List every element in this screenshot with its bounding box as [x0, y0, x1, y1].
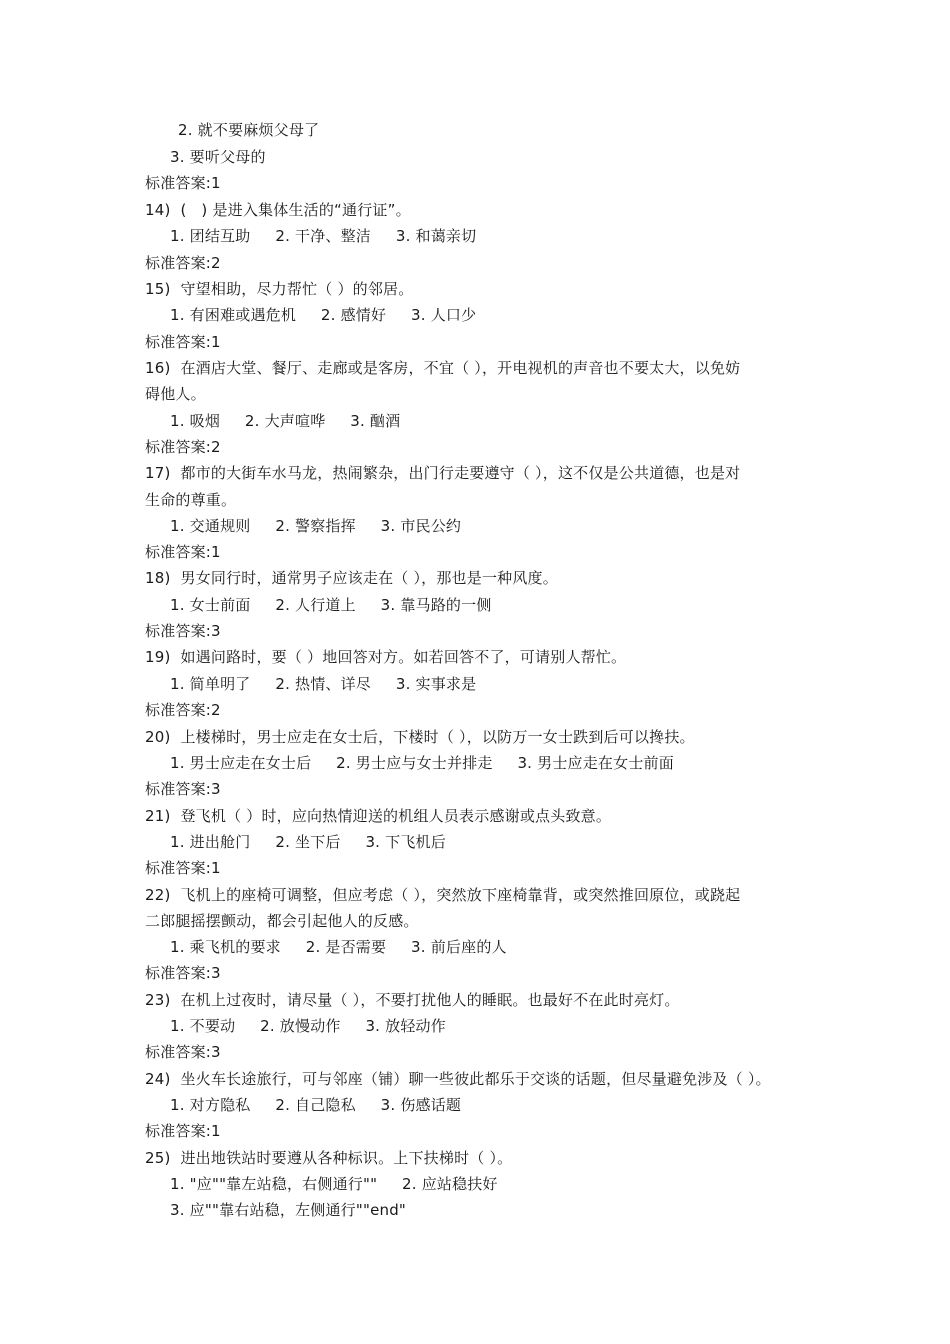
- options-line: 3. 要听父母的: [170, 148, 266, 166]
- options-line: 1. 女士前面 2. 人行道上 3. 靠马路的一侧: [170, 596, 492, 614]
- question-line: 24) 坐火车长途旅行，可与邻座（铺）聊一些彼此都乐于交谈的话题，但尽量避免涉及（ ）。: [145, 1070, 771, 1088]
- options-line: 3. 应""靠右站稳，左侧通行""end": [170, 1201, 407, 1219]
- question-line: 21) 登飞机（ ）时，应向热情迎送的机组人员表示感谢或点头致意。: [145, 807, 612, 825]
- question-line: 15) 守望相助，尽力帮忙（ ）的邻居。: [145, 280, 414, 298]
- question-line: 19) 如遇问路时，要（ ）地回答对方。如若回答不了，可请别人帮忙。: [145, 648, 627, 666]
- question-line: 16) 在酒店大堂、餐厅、走廊或是客房，不宜（ ），开电视机的声音也不要太大，以免妨: [145, 359, 741, 377]
- question-line: 14) ( ) 是进入集体生活的“通行证”。: [145, 201, 411, 219]
- answer-line: 标准答案:3: [145, 964, 221, 982]
- answer-line: 标准答案:3: [145, 780, 221, 798]
- options-line: 1. 有困难或遇危机 2. 感情好 3. 人口少: [170, 306, 477, 324]
- options-line: 1. 不要动 2. 放慢动作 3. 放轻动作: [170, 1017, 446, 1035]
- options-line: 2. 就不要麻烦父母了: [178, 121, 320, 139]
- options-line: 1. 简单明了 2. 热情、详尽 3. 实事求是: [170, 675, 477, 693]
- answer-line: 标准答案:1: [145, 333, 221, 351]
- question-line: 25) 进出地铁站时要遵从各种标识。上下扶梯时（ ）。: [145, 1149, 513, 1167]
- options-line: 1. 男士应走在女士后 2. 男士应与女士并排走 3. 男士应走在女士前面: [170, 754, 674, 772]
- question-continuation-line: 碍他人。: [145, 385, 206, 403]
- question-line: 23) 在机上过夜时，请尽量（ ），不要打扰他人的睡眠。也最好不在此时亮灯。: [145, 991, 680, 1009]
- question-line: 20) 上楼梯时，男士应走在女士后，下楼时（ ），以防万一女士跌到后可以搀扶。: [145, 728, 695, 746]
- answer-line: 标准答案:2: [145, 254, 221, 272]
- options-line: 1. 吸烟 2. 大声喧哗 3. 酗酒: [170, 412, 401, 430]
- answer-line: 标准答案:3: [145, 1043, 221, 1061]
- answer-line: 标准答案:2: [145, 438, 221, 456]
- options-line: 1. 进出舱门 2. 坐下后 3. 下飞机后: [170, 833, 446, 851]
- options-line: 1. 乘飞机的要求 2. 是否需要 3. 前后座的人: [170, 938, 507, 956]
- answer-line: 标准答案:1: [145, 859, 221, 877]
- answer-line: 标准答案:3: [145, 622, 221, 640]
- question-line: 17) 都市的大街车水马龙，热闹繁杂，出门行走要遵守（ ），这不仅是公共道德，也是对: [145, 464, 741, 482]
- answer-line: 标准答案:1: [145, 543, 221, 561]
- options-line: 1. 交通规则 2. 警察指挥 3. 市民公约: [170, 517, 462, 535]
- options-line: 1. 团结互助 2. 干净、整洁 3. 和蔼亲切: [170, 227, 477, 245]
- options-line: 1. "应""靠左站稳，右侧通行"" 2. 应站稳扶好: [170, 1175, 498, 1193]
- answer-line: 标准答案:2: [145, 701, 221, 719]
- answer-line: 标准答案:1: [145, 174, 221, 192]
- question-continuation-line: 生命的尊重。: [145, 491, 237, 509]
- options-line: 1. 对方隐私 2. 自己隐私 3. 伤感话题: [170, 1096, 462, 1114]
- question-line: 18) 男女同行时，通常男子应该走在（ ），那也是一种风度。: [145, 569, 558, 587]
- question-line: 22) 飞机上的座椅可调整，但应考虑（ ），突然放下座椅靠背，或突然推回原位，或跷起: [145, 886, 741, 904]
- question-continuation-line: 二郎腿摇摆颤动，都会引起他人的反感。: [145, 912, 419, 930]
- answer-line: 标准答案:1: [145, 1122, 221, 1140]
